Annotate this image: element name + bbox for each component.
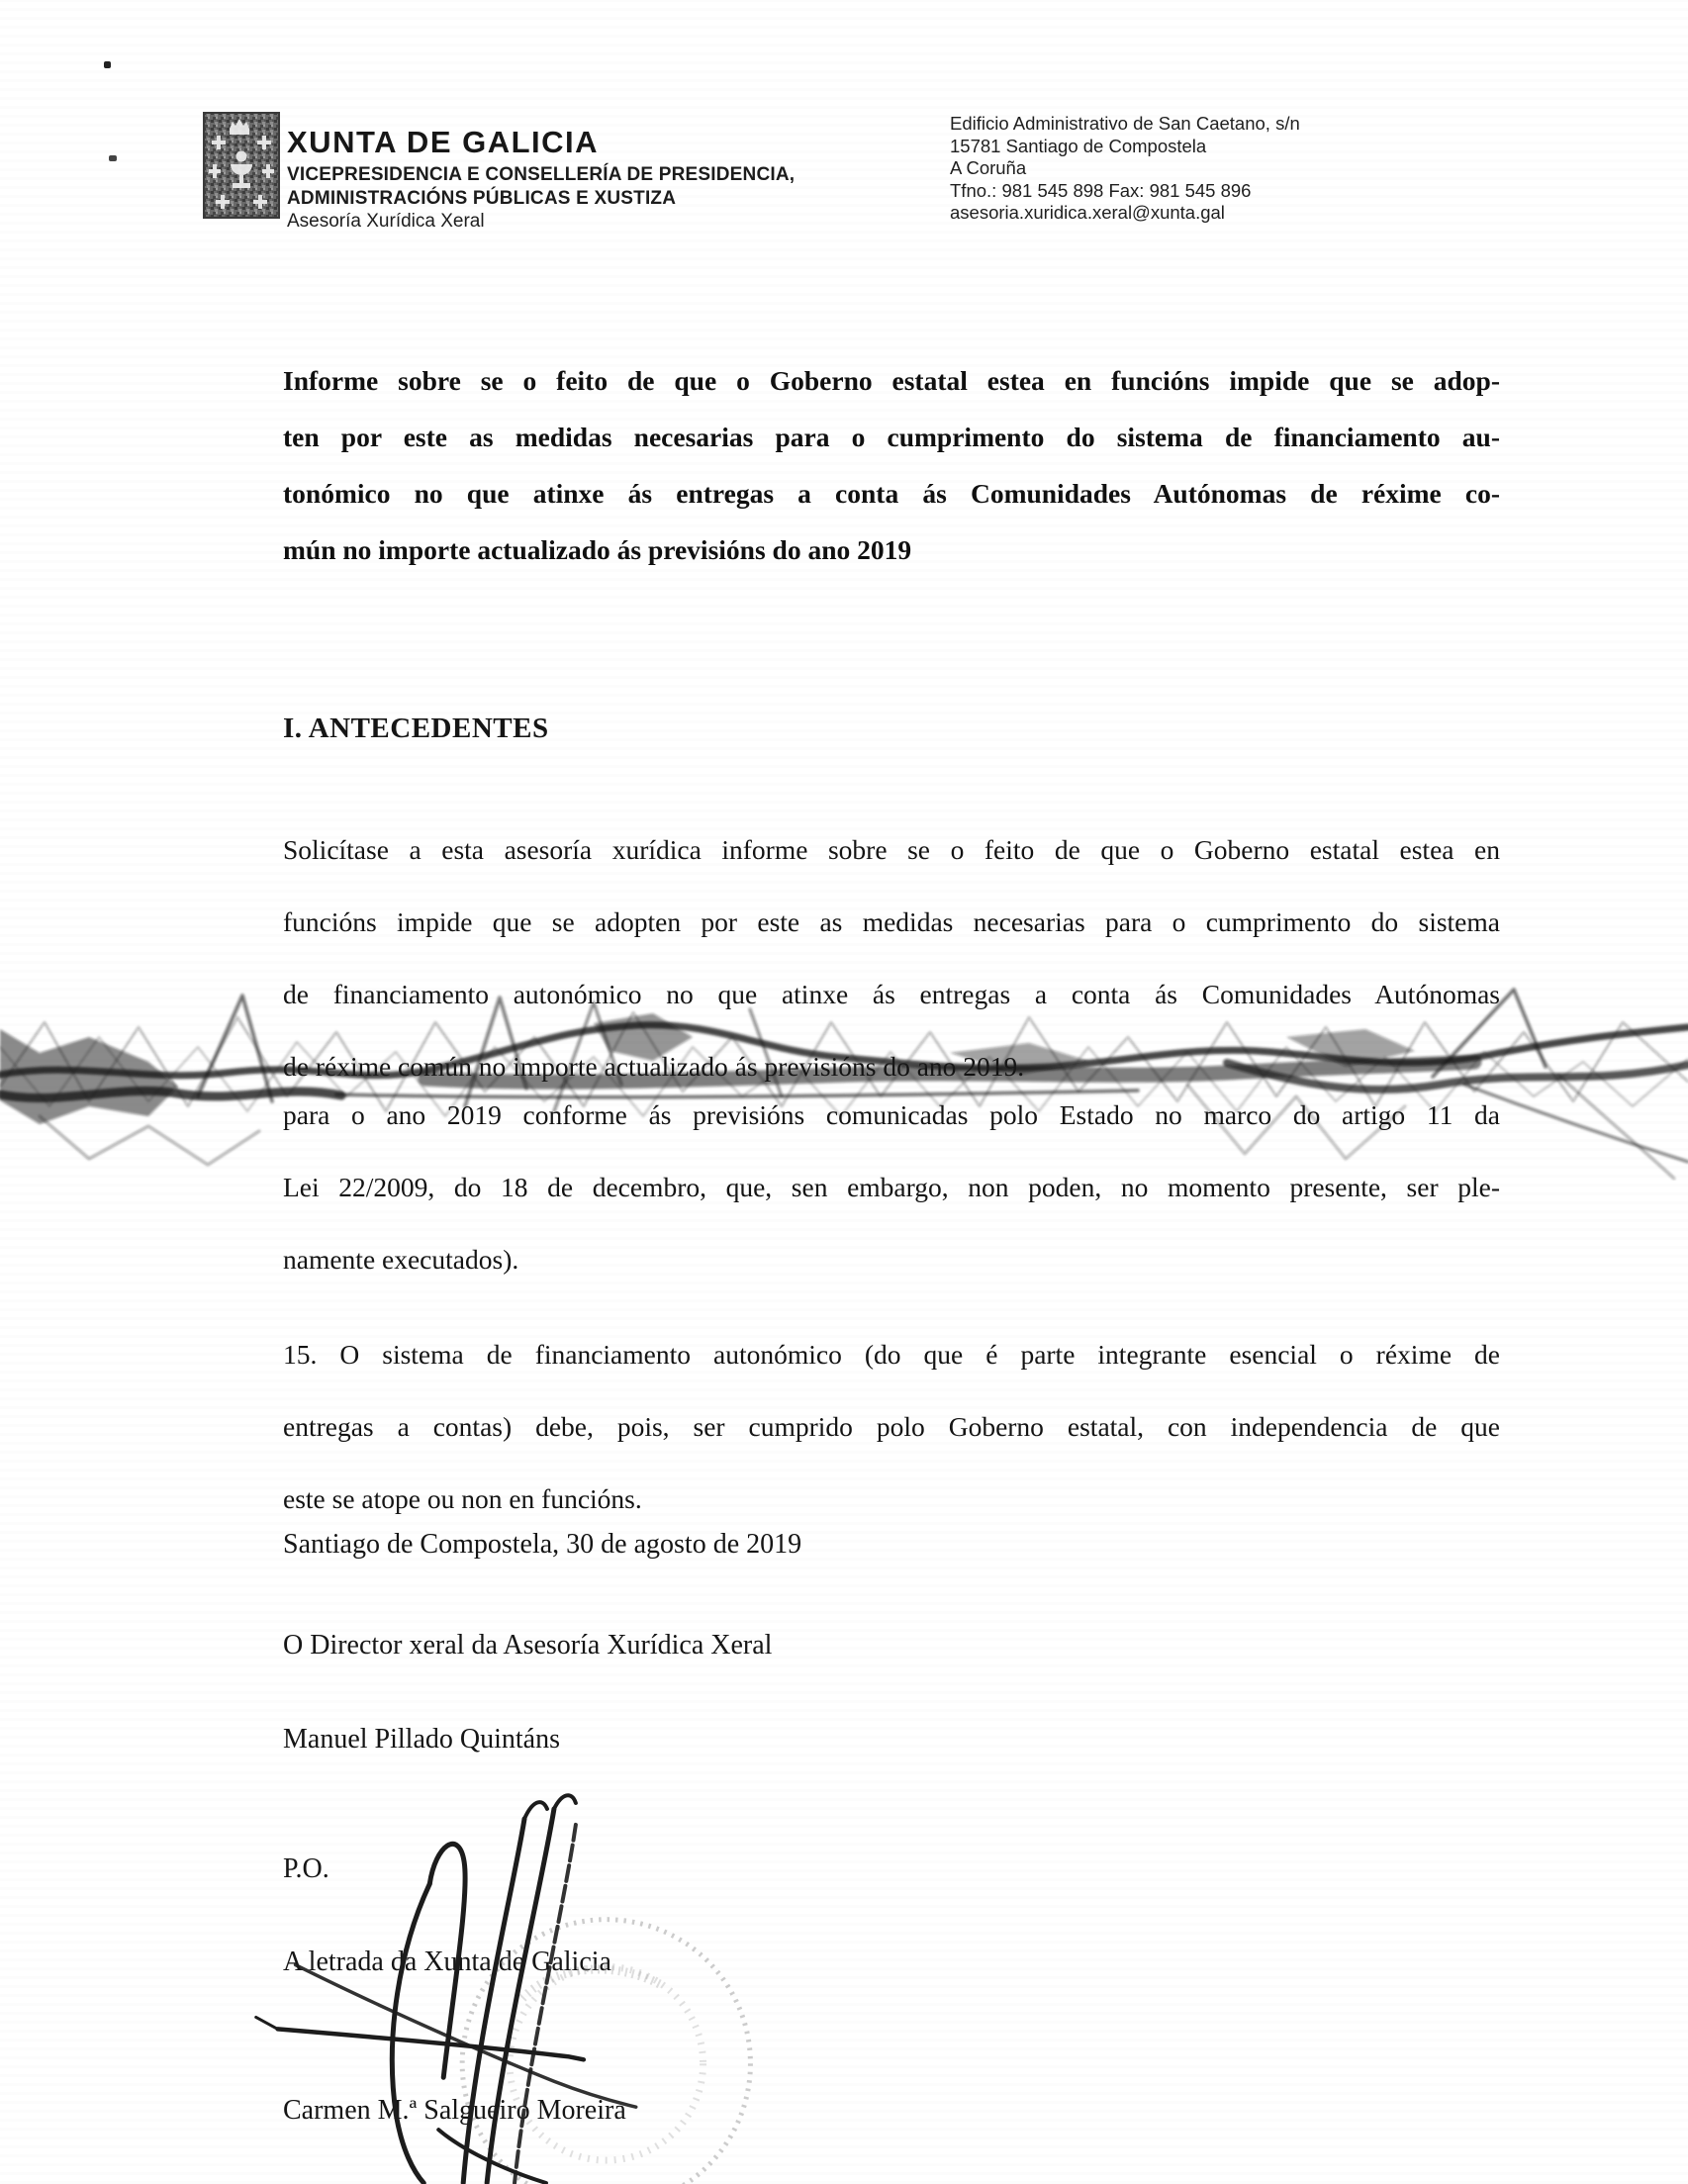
unit-name: Asesoría Xurídica Xeral (287, 211, 485, 232)
contact-block (950, 113, 1415, 225)
text-line: VICEPRESIDENCIA E CONSELLERÍA DE PRESIDENCIA, (287, 164, 796, 185)
text-line: de financiamento autonómico no que atinxe ás entregas a conta ás Comunidades Autónomas (283, 979, 1500, 1009)
paragraph-partially-obscured (283, 1079, 1500, 1295)
text-line: entregas a contas) debe, pois, ser cumprido polo Goberno estatal, con independencia de que (283, 1411, 1500, 1442)
org-name: XUNTA DE GALICIA (287, 125, 600, 159)
signer-name: Manuel Pillado Quintáns (283, 1724, 560, 1755)
text-line: este se atope ou non en funcións. (283, 1483, 642, 1514)
section-heading: I. ANTECEDENTES (283, 712, 549, 744)
text-line: Solicítase a esta asesoría xurídica informe sobre se o feito de que o Goberno estatal estea en (283, 834, 1500, 865)
delegate-name: Carmen M.ª Salgueiro Moreira (283, 2095, 626, 2126)
scan-speck (109, 155, 117, 161)
text-line: Informe sobre se o feito de que o Goberno estatal estea en funcións impide que se adop- (283, 365, 1500, 396)
signer-title: O Director xeral da Asesoría Xurídica Xeral (283, 1630, 773, 1661)
text-line: de réxime común no importe actualizado ás previsións do ano 2019. (283, 1051, 1025, 1082)
text-line: 15781 Santiago de Compostela (950, 135, 1207, 156)
text-line: para o ano 2019 conforme ás previsións comunicadas polo Estado no marco do artigo 11 da (283, 1099, 1500, 1130)
po-label: P.O. (283, 1853, 329, 1884)
text-line: Tfno.: 981 545 898 Fax: 981 545 896 (950, 179, 1252, 201)
text-line: tonómico no que atinxe ás entregas a conta ás Comunidades Autónomas de réxime co- (283, 478, 1500, 509)
paragraph-antecedentes (283, 813, 1500, 1102)
delegate-title: A letrada da Xunta de Galicia (283, 1947, 611, 1977)
document-title (283, 352, 1500, 578)
text-line: Edificio Administrativo de San Caetano, s/n (950, 113, 1300, 134)
text-line: Lei 22/2009, do 18 de decembro, que, sen embargo, non poden, no momento presente, ser ple- (283, 1172, 1500, 1202)
paragraph-15 (283, 1318, 1500, 1535)
text-line: ten por este as medidas necesarias para o cumprimento do sistema de financiamento au- (283, 422, 1500, 452)
department-name (287, 163, 795, 210)
scan-speck (104, 61, 111, 68)
date-place-line: Santiago de Compostela, 30 de agosto de 2019 (283, 1529, 802, 1560)
text-line: A Coruña (950, 157, 1027, 178)
text-line: asesoria.xuridica.xeral@xunta.gal (950, 202, 1225, 223)
text-line: 15. O sistema de financiamento autonómico (do que é parte integrante esencial o réxime de (283, 1339, 1500, 1370)
xunta-de-galicia-coat-of-arms-icon (203, 112, 280, 219)
text-line: funcións impide que se adopten por este as medidas necesarias para o cumprimento do sistema (283, 906, 1500, 937)
text-line: ADMINISTRACIÓNS PÚBLICAS E XUSTIZA (287, 187, 677, 209)
text-line: mún no importe actualizado ás previsións do ano 2019 (283, 534, 912, 565)
text-line: namente executados). (283, 1244, 519, 1275)
